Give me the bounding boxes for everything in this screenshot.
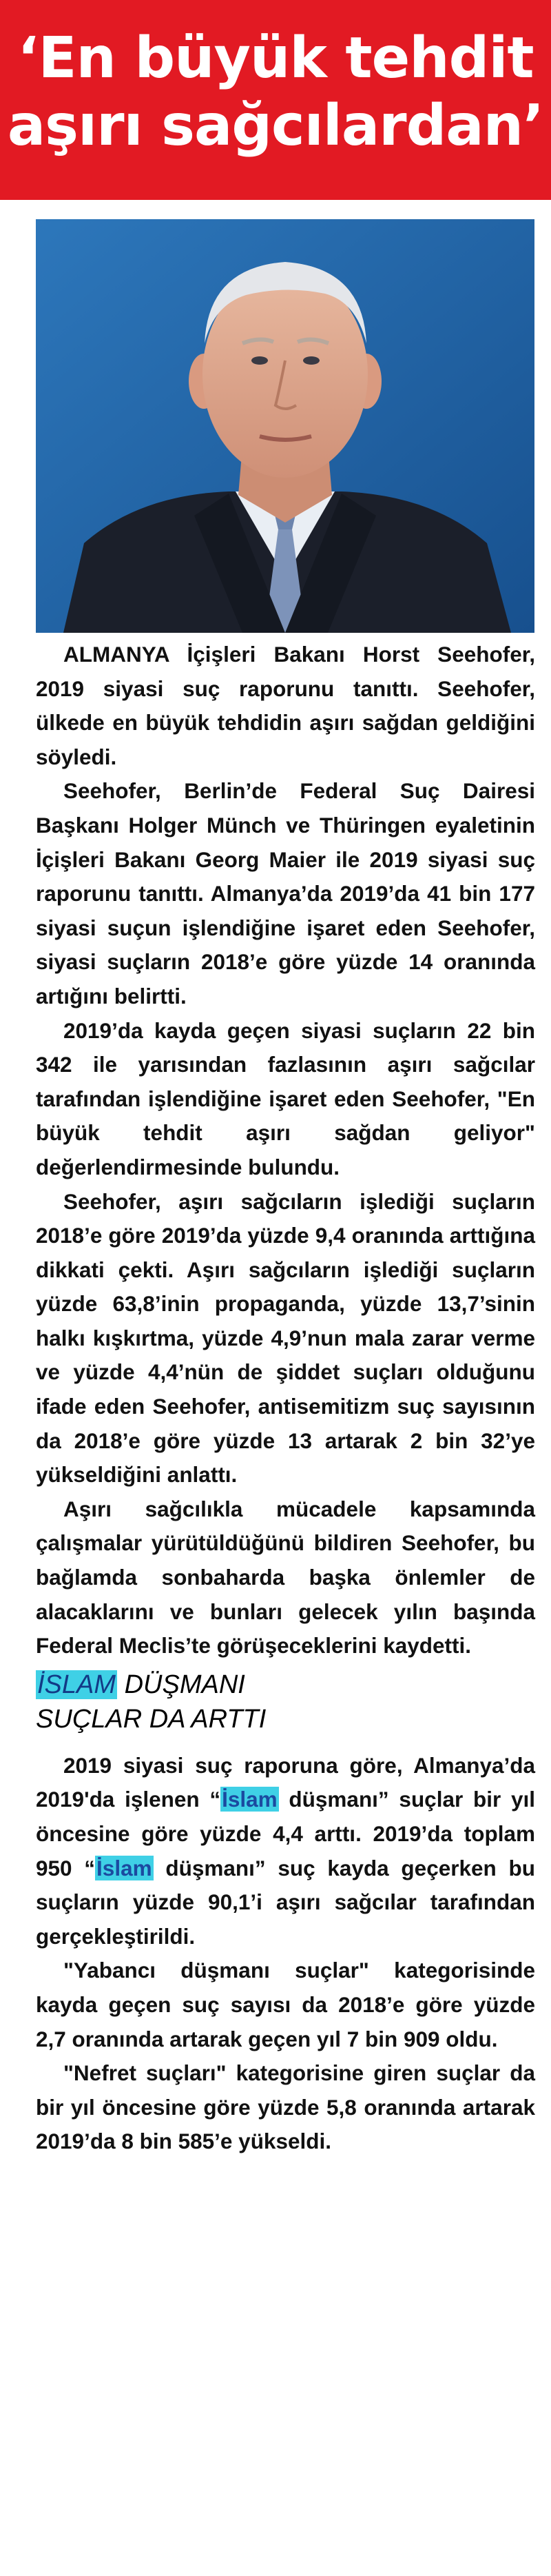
article-body (36, 638, 535, 2159)
article-paragraph: Seehofer, aşırı sağcıların işlediği suçların 2018’e göre 2019’da yüzde 9,4 oranında arttığına dikkati çekti. Aşırı sağcıların işlediği suçların yüzde 63,8’inin propaganda, yüzde 13,7’sinin halkı kışkırtma, yüzde 4,9’nun mala zarar verme ve yüzde 4,4’nün de şiddet suçları olduğunu ifade eden Seehofer, antisemitizm suç sayısının da 2018’e göre yüzde 13 artarak 2 bin 32’ye yükseldiğini anlattı. (36, 1188, 535, 1488)
highlighted-keyword: İslam (96, 1855, 152, 1880)
highlighted-keyword: İSLAM (37, 1670, 116, 1699)
paragraph-text: İçişleri Bakanı Horst Seehofer, 2019 siyasi suç raporunu tanıttı. Seehofer, ülkede en büyük tehdidin aşırı sağdan geldiğini söyledi. (36, 642, 535, 769)
subheading-line-2: SUÇLAR DA ARTTI (36, 1704, 267, 1734)
headline-line-1: ‘En büyük tehdit (17, 26, 534, 91)
article-paragraph: "Yabancı düşmanı suçlar" kategorisinde kayda geçen suç sayısı da 2018’e göre yüzde 2,7 oranında artarak geçen yıl 7 bin 909 oldu. (36, 1958, 535, 2051)
highlighted-keyword: İslam (222, 1787, 278, 1812)
dateline: ALMANYA (63, 642, 169, 667)
portrait-illustration (36, 219, 534, 633)
article-paragraph: Seehofer, Berlin’de Federal Suç Dairesi Başkanı Holger Münch ve Thüringen eyaletinin İçişleri Bakanı Georg Maier ile 2019 siyasi suç raporunu tanıttı. Almanya’da 2019’da 41 bin 177 siyasi suçun işlendiğine işaret eden Seehofer, siyasi suçların 2018’e göre yüzde 14 oranında artığını belirtti. (36, 778, 535, 1008)
paragraph-text: düşmanı” suçlar bir yıl öncesine göre yüzde 4,4 arttı. 2019’da toplam 950 “ (36, 1787, 535, 1880)
article-paragraph: "Nefret suçları" kategorisine giren suçlar da bir yıl öncesine göre yüzde 5,8 oranında artarak 2019’da 8 bin 585’e yükseldi. (36, 2060, 535, 2154)
article-paragraph: 2019’da kayda geçen siyasi suçların 22 bin 342 ile yarısından fazlasının aşırı sağcılar tarafından işlendiğine işaret eden Seehofer, "En büyük tehdit aşırı sağdan geliyor" değerlendirmesinde bulundu. (36, 1017, 535, 1179)
article-paragraph (36, 638, 535, 774)
article-paragraph (36, 1749, 535, 1954)
headline-line-2: aşırı sağcılardan’ (7, 93, 544, 159)
paragraph-text: düşmanı” suç kayda geçerken bu suçların yüzde 90,1’i aşırı sağcılar tarafından gerçekleştirildi. (36, 1855, 535, 1949)
portrait-photo (36, 219, 534, 633)
paragraph-text: 2019 siyasi suç raporuna göre, Almanya’da 2019'da işlenen “ (36, 1752, 535, 1812)
headline-banner (0, 0, 551, 200)
headline (0, 25, 551, 160)
section-subheading (36, 1667, 535, 1736)
article-paragraph: Aşırı sağcılıkla mücadele kapsamında çalışmalar yürütüldüğünü bildiren Seehofer, bu bağlamda sonbaharda başka önlemler de alacaklarını ve bunları gelecek yılın başında Federal Meclis’te görüşeceklerini kaydetti. (36, 1496, 535, 1659)
subheading-text: DÜŞMANI (117, 1670, 245, 1699)
